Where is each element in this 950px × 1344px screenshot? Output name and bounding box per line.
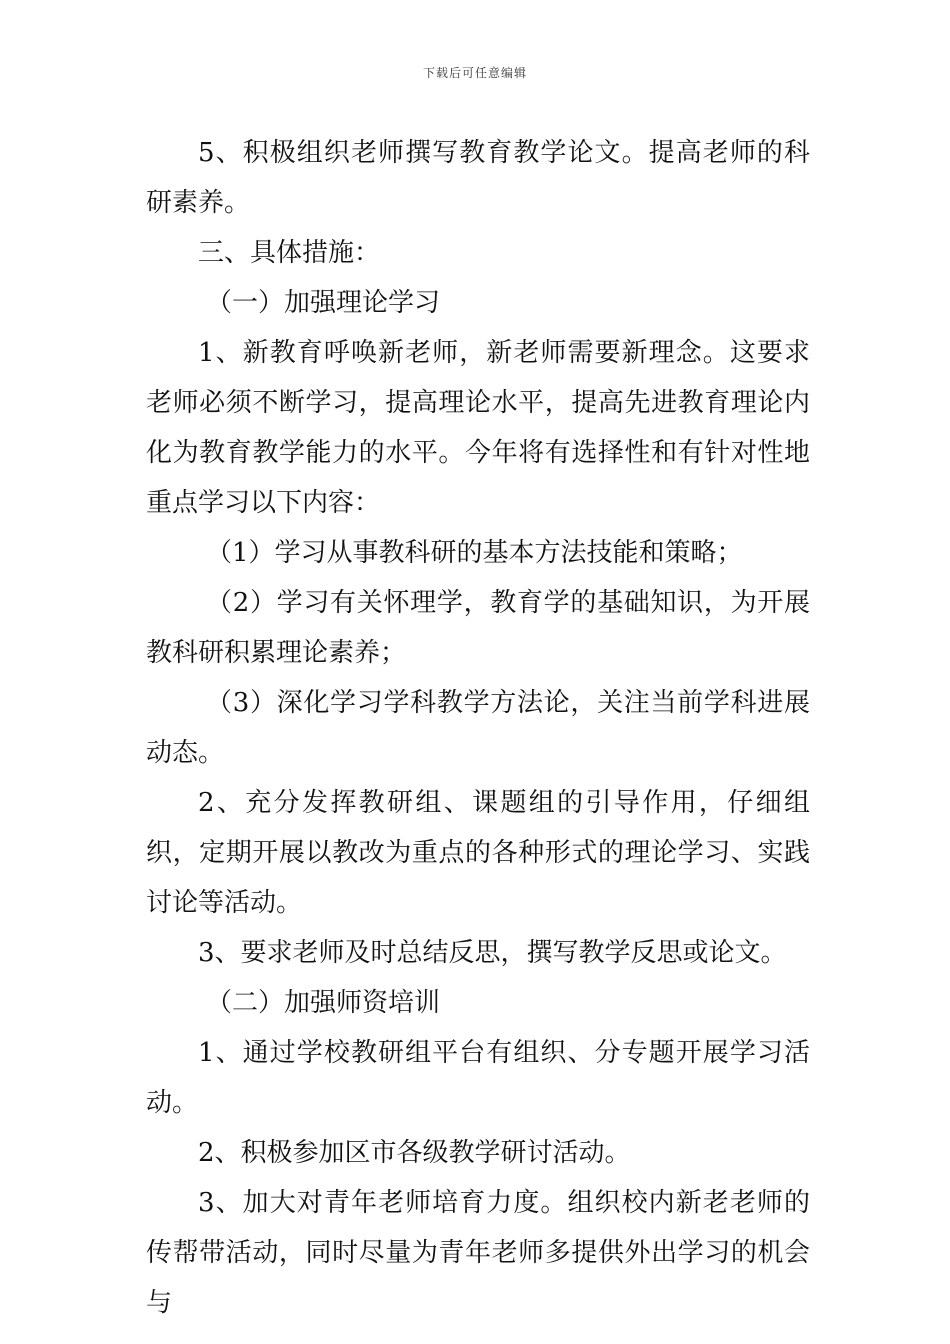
list-item-1: （1）学习从事教科研的基本方法技能和策略； [206,538,743,568]
paragraph-training-1: 1、通过学校教研组平台有组织、分专题开展学习活动。 [146,1038,810,1118]
document-body [146,128,810,1328]
paragraph-item-5-papers: 5、积极组织老师撰写教育教学论文。提高老师的科研素养。 [146,138,810,218]
list-item-2: （2）学习有关怀理学，教育学的基础知识，为开展教科研积累理论素养； [146,588,810,668]
page-header-note: 下载后可任意编辑 [422,66,527,80]
subsection-heading-theory: （一）加强理论学习 [206,288,441,318]
paragraph-training-2: 2、积极参加区市各级教学研讨活动。 [198,1138,631,1168]
paragraph-item-1-study: 1、新教育呼唤新老师，新老师需要新理念。这要求老师必须不断学习，提高理论水平，提高先进教育理论内化为教育教学能力的水平。今年将有选择性和有针对性地重点学习以下内容： [146,338,810,518]
subsection-heading-training: （二）加强师资培训 [206,988,441,1018]
list-item-3: （3）深化学习学科教学方法论，关注当前学科进展动态。 [146,688,810,768]
paragraph-item-2-groups: 2、充分发挥教研组、课题组的引导作用，仔细组织，定期开展以教改为重点的各种形式的理论学习、实践讨论等活动。 [146,788,810,918]
section-heading-measures: 三、具体措施： [198,238,381,268]
paragraph-training-3: 3、加大对青年老师培育力度。组织校内新老老师的传帮带活动，同时尽量为青年老师多提供外出学习的机会与 [146,1188,810,1318]
paragraph-item-3-reflection: 3、要求老师及时总结反思，撰写教学反思或论文。 [198,938,787,968]
